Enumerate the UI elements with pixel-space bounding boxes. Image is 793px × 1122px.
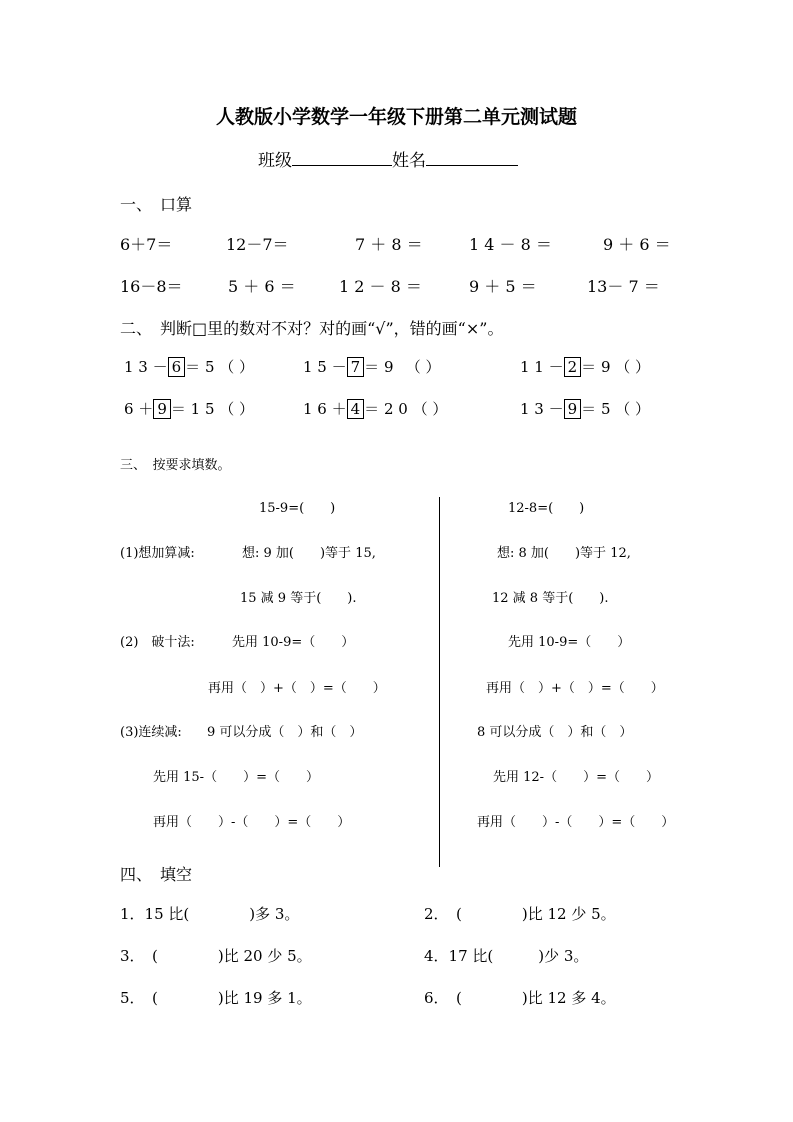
- method2-label: (2) 破十法:: [120, 635, 195, 650]
- class-blank[interactable]: [292, 164, 392, 166]
- method2-right-line2: 再用（ ）+（ ）=（ ）: [486, 681, 664, 696]
- method3-right-line3: 再用（ ）-（ ）=（ ）: [477, 815, 675, 830]
- page-title: 人教版小学数学一年级下册第二单元测试题: [215, 106, 577, 128]
- class-label: 班级: [258, 151, 292, 171]
- method2-left-line1: 先用 10-9=（ ）: [232, 635, 355, 650]
- calc-item: 1 2 － 8 ＝: [339, 277, 422, 296]
- student-info: [258, 146, 518, 171]
- number-box: 2: [564, 357, 582, 377]
- method1-left-line2: 15 减 9 等于( ).: [240, 591, 357, 606]
- calc-item: 7 ＋ 8 ＝: [355, 235, 423, 254]
- fill-item: 3． ( )比 20 少 5。: [120, 947, 312, 965]
- method3-right-line1: 8 可以分成（ ）和（ ）: [477, 725, 633, 740]
- method2-right-line1: 先用 10-9=（ ）: [508, 635, 631, 650]
- calc-item: 6＋7＝: [120, 235, 173, 254]
- method3-right-line2: 先用 12-（ ）=（ ）: [493, 770, 659, 785]
- judge-item: 1 6 ＋ 4 ＝ 2 0 （ ）: [303, 400, 448, 418]
- number-box: 9: [564, 399, 582, 419]
- number-box: 4: [347, 399, 365, 419]
- method3-left-line2: 先用 15-（ ）=（ ）: [153, 770, 319, 785]
- method2-left-line2: 再用（ ）+（ ）=（ ）: [208, 681, 386, 696]
- calc-item: 1 4 － 8 ＝: [469, 235, 552, 254]
- fill-item: 1．15 比( )多 3。: [120, 905, 300, 923]
- judge-item: 1 5 － 7 ＝ 9 （ ）: [303, 358, 441, 376]
- calc-item: 13－ 7 ＝: [587, 277, 660, 296]
- judge-item: 1 3 － 6 ＝ 5 （ ）: [124, 358, 255, 376]
- judge-item: 6 ＋ 9 ＝ 1 5 （ ）: [124, 400, 255, 418]
- judge-item: 1 1 － 2 ＝ 9 （ ）: [520, 358, 651, 376]
- column-divider: [439, 497, 440, 867]
- number-box: 7: [347, 357, 365, 377]
- section2-heading: 二、 判断□里的数对不对？对的画“√”，错的画“×”。: [120, 319, 504, 338]
- section4-heading: 四、 填空: [120, 865, 193, 884]
- name-blank[interactable]: [426, 164, 518, 166]
- fill-item: 2． ( )比 12 少 5。: [424, 905, 616, 923]
- right-equation: 12-8=( ): [508, 501, 585, 516]
- calc-item: 9 ＋ 5 ＝: [469, 277, 537, 296]
- name-label: 姓名: [392, 151, 426, 171]
- section3-heading: 三、 按要求填数。: [120, 458, 231, 473]
- calc-item: 5 ＋ 6 ＝: [228, 277, 296, 296]
- method1-label: (1)想加算减:: [120, 546, 195, 561]
- calc-item: 12－7＝: [226, 235, 289, 254]
- fill-item: 5． ( )比 19 多 1。: [120, 989, 312, 1007]
- section1-heading: 一、 口算: [120, 195, 193, 214]
- number-box: 6: [168, 357, 186, 377]
- method1-right-line2: 12 减 8 等于( ).: [492, 591, 609, 606]
- fill-item: 4．17 比( )少 3。: [424, 947, 589, 965]
- calc-item: 9 ＋ 6 ＝: [603, 235, 671, 254]
- number-box: 9: [153, 399, 171, 419]
- fill-item: 6． ( )比 12 多 4。: [424, 989, 616, 1007]
- calc-item: 16－8＝: [120, 277, 183, 296]
- method3-label: (3)连续减:: [120, 725, 182, 740]
- left-equation: 15-9=( ): [259, 501, 336, 516]
- method1-left-line1: 想: 9 加( )等于 15,: [242, 546, 376, 561]
- method3-left-line1: 9 可以分成（ ）和（ ）: [207, 725, 363, 740]
- method3-left-line3: 再用（ ）-（ ）=（ ）: [153, 815, 351, 830]
- judge-item: 1 3 － 9 ＝ 5 （ ）: [520, 400, 651, 418]
- method1-right-line1: 想: 8 加( )等于 12,: [497, 546, 631, 561]
